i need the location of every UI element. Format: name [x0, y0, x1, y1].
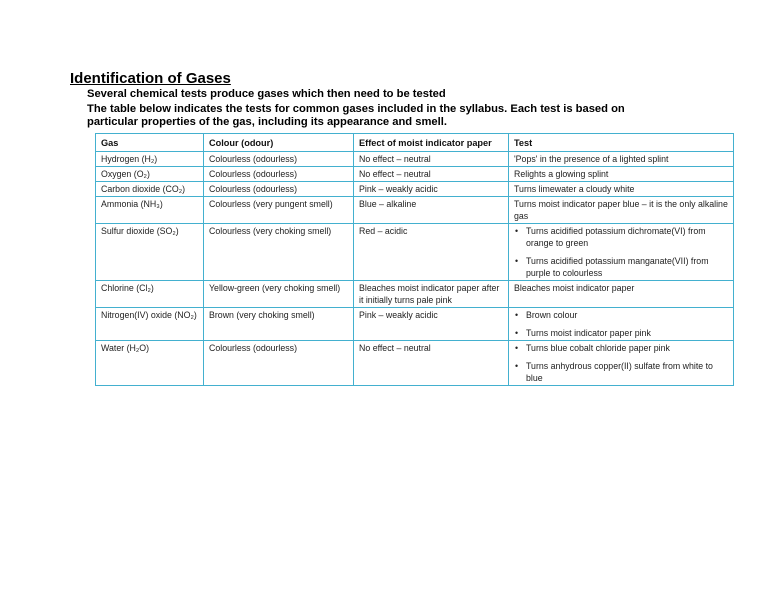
gas-tests-table: [95, 133, 734, 386]
cell-colour: Colourless (odourless): [204, 182, 354, 197]
cell-colour: Yellow-green (very choking smell): [204, 281, 354, 308]
cell-test: [509, 197, 734, 224]
cell-test: [509, 167, 734, 182]
table-body: [96, 152, 734, 386]
cell-effect: No effect – neutral: [354, 167, 509, 182]
cell-test: [509, 224, 734, 281]
cell-colour: Colourless (odourless): [204, 167, 354, 182]
cell-test: [509, 152, 734, 167]
intro-line: particular properties of the gas, including its appearance and smell.: [87, 116, 447, 128]
cell-colour: Colourless (odourless): [204, 152, 354, 167]
test-text: Relights a glowing splint: [514, 169, 609, 179]
test-text: Turns limewater a cloudy white: [514, 184, 635, 194]
test-text: 'Pops' in the presence of a lighted splint: [514, 154, 669, 164]
cell-gas: Hydrogen (H₂): [96, 152, 204, 167]
cell-effect: Pink – weakly acidic: [354, 308, 509, 341]
cell-effect: No effect – neutral: [354, 341, 509, 386]
cell-test: [509, 281, 734, 308]
cell-gas: Nitrogen(IV) oxide (NO₂): [96, 308, 204, 341]
header-gas: Gas: [96, 134, 204, 152]
table-header-row: [96, 134, 734, 152]
cell-gas: Ammonia (NH₃): [96, 197, 204, 224]
cell-effect: No effect – neutral: [354, 152, 509, 167]
table-row: [96, 182, 734, 197]
table-row: [96, 197, 734, 224]
test-bullet-item: • Turns acidified potassium manganate(VII) from purple to colourless: [514, 255, 729, 279]
table-row: [96, 281, 734, 308]
table-row: [96, 224, 734, 281]
table-row: [96, 308, 734, 341]
test-bullet-item: • Turns anhydrous copper(II) sulfate from white to blue: [514, 360, 729, 384]
cell-test: [509, 341, 734, 386]
cell-colour: Colourless (odourless): [204, 341, 354, 386]
intro-line: The table below indicates the tests for common gases included in the syllabus. Each test is based on: [87, 103, 625, 115]
header-effect: Effect of moist indicator paper: [354, 134, 509, 152]
cell-effect: Blue – alkaline: [354, 197, 509, 224]
test-bullet-list: [514, 342, 729, 384]
cell-effect: Pink – weakly acidic: [354, 182, 509, 197]
test-bullet-item: • Turns blue cobalt chloride paper pink: [514, 342, 729, 354]
test-bullet-item: • Brown colour: [514, 309, 729, 321]
test-bullet-item: • Turns acidified potassium dichromate(VI) from orange to green: [514, 225, 729, 249]
cell-effect: Bleaches moist indicator paper after it initially turns pale pink: [354, 281, 509, 308]
cell-effect: Red – acidic: [354, 224, 509, 281]
table-row: [96, 167, 734, 182]
cell-gas: Chlorine (Cl₂): [96, 281, 204, 308]
test-text: Turns moist indicator paper blue – it is the only alkaline gas: [514, 199, 728, 221]
test-bullet-list: [514, 309, 729, 339]
test-bullet-list: [514, 225, 729, 279]
header-colour: Colour (odour): [204, 134, 354, 152]
intro-line: Several chemical tests produce gases which then need to be tested: [87, 88, 446, 100]
table-row: [96, 152, 734, 167]
cell-colour: Brown (very choking smell): [204, 308, 354, 341]
cell-test: [509, 182, 734, 197]
cell-gas: Carbon dioxide (CO₂): [96, 182, 204, 197]
header-test: Test: [509, 134, 734, 152]
cell-colour: Colourless (very choking smell): [204, 224, 354, 281]
cell-colour: Colourless (very pungent smell): [204, 197, 354, 224]
test-text: Bleaches moist indicator paper: [514, 283, 635, 293]
cell-test: [509, 308, 734, 341]
cell-gas: Water (H₂O): [96, 341, 204, 386]
test-bullet-item: • Turns moist indicator paper pink: [514, 327, 729, 339]
cell-gas: Oxygen (O₂): [96, 167, 204, 182]
cell-gas: Sulfur dioxide (SO₂): [96, 224, 204, 281]
page-title: Identification of Gases: [70, 70, 231, 87]
table-row: [96, 341, 734, 386]
